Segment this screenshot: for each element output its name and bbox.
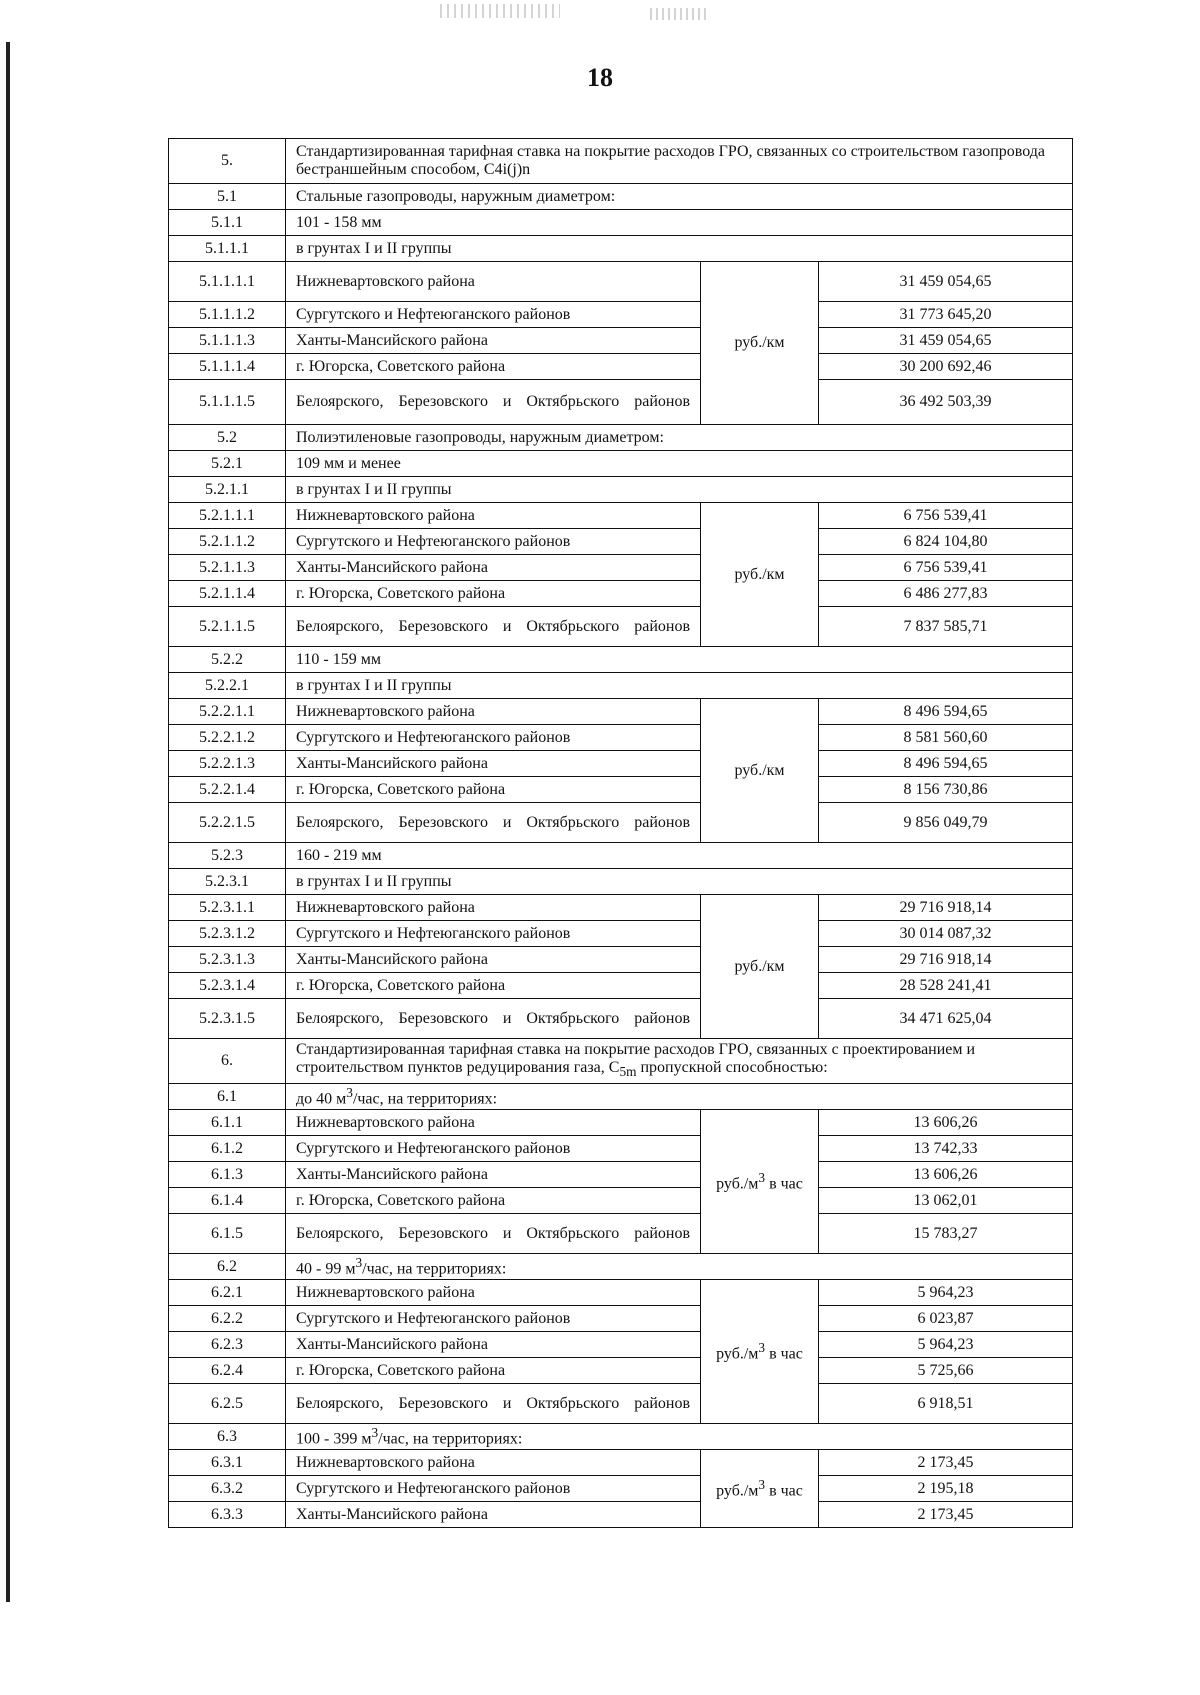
unit-text: в час xyxy=(765,1175,803,1193)
unit-cell: руб./км xyxy=(701,262,819,425)
row-number: 5.1.1.1 xyxy=(169,236,286,262)
row-number: 5.2.1.1.1 xyxy=(169,503,286,529)
row-description: г. Югорска, Советского района xyxy=(286,1358,701,1384)
unit-cell: руб./км xyxy=(701,699,819,843)
row-value: 2 173,45 xyxy=(819,1502,1073,1528)
row-number: 5.1.1.1.2 xyxy=(169,302,286,328)
table-row xyxy=(169,1358,1073,1384)
row-number: 5.1.1.1.4 xyxy=(169,354,286,380)
row-number: 5.2.2.1.2 xyxy=(169,725,286,751)
desc-superscript: 3 xyxy=(371,1425,379,1441)
row-description: Ханты-Мансийского района xyxy=(286,1502,701,1528)
table-row xyxy=(169,529,1073,555)
row-number: 6.3.1 xyxy=(169,1450,286,1476)
row-value: 8 581 560,60 xyxy=(819,725,1073,751)
row-description: в грунтах I и II группы xyxy=(286,236,1073,262)
row-description: Ханты-Мансийского района xyxy=(286,555,701,581)
row-number: 5. xyxy=(169,139,286,184)
row-description: 160 - 219 мм xyxy=(286,843,1073,869)
row-description: Нижневартовского района xyxy=(286,503,701,529)
row-value: 6 756 539,41 xyxy=(819,503,1073,529)
row-number: 5.2.3 xyxy=(169,843,286,869)
table-row xyxy=(169,1214,1073,1254)
table-row xyxy=(169,947,1073,973)
row-description: Ханты-Мансийского района xyxy=(286,1162,701,1188)
row-description: Сургутского и Нефтеюганского районов xyxy=(286,1306,701,1332)
table-row xyxy=(169,751,1073,777)
row-value: 28 528 241,41 xyxy=(819,973,1073,999)
row-value: 29 716 918,14 xyxy=(819,947,1073,973)
table-row xyxy=(169,210,1073,236)
unit-superscript: 3 xyxy=(758,1477,766,1493)
row-description: Белоярского, Березовского и Октябрьского районов xyxy=(286,803,701,843)
row-description: Полиэтиленовые газопроводы, наружным диаметром: xyxy=(286,425,1073,451)
table-row xyxy=(169,699,1073,725)
row-value: 6 918,51 xyxy=(819,1384,1073,1424)
row-number: 5.2.1.1.4 xyxy=(169,581,286,607)
table-row xyxy=(169,1162,1073,1188)
row-description: Сургутского и Нефтеюганского районов xyxy=(286,529,701,555)
row-description: г. Югорска, Советского района xyxy=(286,777,701,803)
row-value: 31 459 054,65 xyxy=(819,262,1073,302)
table-row xyxy=(169,1136,1073,1162)
row-number: 6.3 xyxy=(169,1424,286,1450)
table-row xyxy=(169,673,1073,699)
table-row xyxy=(169,581,1073,607)
row-number: 5.2.1.1.3 xyxy=(169,555,286,581)
scan-noise-mark xyxy=(440,4,560,18)
row-description: Ханты-Мансийского района xyxy=(286,947,701,973)
row-description: в грунтах I и II группы xyxy=(286,673,1073,699)
row-description: Сургутского и Нефтеюганского районов xyxy=(286,921,701,947)
row-description: Нижневартовского района xyxy=(286,1450,701,1476)
row-description: в грунтах I и II группы xyxy=(286,869,1073,895)
row-number: 6.3.2 xyxy=(169,1476,286,1502)
row-number: 5.2.3.1.4 xyxy=(169,973,286,999)
row-description: Белоярского, Березовского и Октябрьского районов xyxy=(286,607,701,647)
row-description: Нижневартовского района xyxy=(286,1110,701,1136)
row-value: 30 014 087,32 xyxy=(819,921,1073,947)
row-number: 5.1.1 xyxy=(169,210,286,236)
row-description: Ханты-Мансийского района xyxy=(286,328,701,354)
row-description: Нижневартовского района xyxy=(286,895,701,921)
unit-text: руб./м xyxy=(716,1175,759,1193)
desc-text: /час, на территориях: xyxy=(378,1430,523,1448)
row-description: Стальные газопроводы, наружным диаметром: xyxy=(286,184,1073,210)
table-row xyxy=(169,777,1073,803)
desc-text: /час, на территориях: xyxy=(352,1090,498,1108)
row-description xyxy=(286,1039,1073,1084)
desc-superscript: 3 xyxy=(346,1085,353,1101)
row-value: 6 824 104,80 xyxy=(819,529,1073,555)
table-row xyxy=(169,425,1073,451)
unit-superscript: 3 xyxy=(758,1340,766,1356)
table-row xyxy=(169,921,1073,947)
desc-subscript: 5m xyxy=(619,1064,637,1080)
row-number: 5.1.1.1.3 xyxy=(169,328,286,354)
table-row xyxy=(169,1384,1073,1424)
table-row xyxy=(169,1084,1073,1110)
row-number: 6.1.4 xyxy=(169,1188,286,1214)
table-row xyxy=(169,1254,1073,1280)
table-row xyxy=(169,843,1073,869)
table-row xyxy=(169,803,1073,843)
row-value: 15 783,27 xyxy=(819,1214,1073,1254)
table-row xyxy=(169,1039,1073,1084)
unit-text: руб./м xyxy=(716,1482,759,1500)
row-value: 13 606,26 xyxy=(819,1162,1073,1188)
table-row xyxy=(169,1188,1073,1214)
row-description: г. Югорска, Советского района xyxy=(286,581,701,607)
row-description: г. Югорска, Советского района xyxy=(286,973,701,999)
row-description: 110 - 159 мм xyxy=(286,647,1073,673)
row-number: 5.2.2.1.3 xyxy=(169,751,286,777)
row-value: 13 062,01 xyxy=(819,1188,1073,1214)
row-value: 8 496 594,65 xyxy=(819,699,1073,725)
table-row xyxy=(169,1332,1073,1358)
row-number: 5.2.1.1.5 xyxy=(169,607,286,647)
table-row xyxy=(169,1110,1073,1136)
desc-text: пропускной способностью: xyxy=(636,1058,828,1076)
row-description xyxy=(286,1254,1073,1280)
row-number: 6.3.3 xyxy=(169,1502,286,1528)
unit-cell xyxy=(701,1280,819,1424)
row-value: 29 716 918,14 xyxy=(819,895,1073,921)
row-number: 6.2.2 xyxy=(169,1306,286,1332)
row-value: 8 496 594,65 xyxy=(819,751,1073,777)
row-value: 13 742,33 xyxy=(819,1136,1073,1162)
table-row xyxy=(169,725,1073,751)
row-value: 9 856 049,79 xyxy=(819,803,1073,843)
row-number: 5.2.1.1.2 xyxy=(169,529,286,555)
desc-text: до 40 м xyxy=(296,1090,347,1108)
row-number: 5.2.1 xyxy=(169,451,286,477)
unit-cell: руб./км xyxy=(701,895,819,1039)
tariff-table xyxy=(168,138,1073,1528)
row-value: 8 156 730,86 xyxy=(819,777,1073,803)
row-number: 6.2.5 xyxy=(169,1384,286,1424)
table-row xyxy=(169,503,1073,529)
row-number: 6.2.1 xyxy=(169,1280,286,1306)
table-row xyxy=(169,262,1073,302)
row-value: 36 492 503,39 xyxy=(819,380,1073,425)
table-row xyxy=(169,139,1073,184)
row-number: 5.1 xyxy=(169,184,286,210)
row-number: 5.2 xyxy=(169,425,286,451)
row-number: 5.2.3.1 xyxy=(169,869,286,895)
row-value: 7 837 585,71 xyxy=(819,607,1073,647)
table-row xyxy=(169,1306,1073,1332)
table-row xyxy=(169,451,1073,477)
desc-text: 100 - 399 м xyxy=(296,1430,372,1448)
table-row xyxy=(169,1450,1073,1476)
row-description: Сургутского и Нефтеюганского районов xyxy=(286,1136,701,1162)
row-description: в грунтах I и II группы xyxy=(286,477,1073,503)
row-value: 6 756 539,41 xyxy=(819,555,1073,581)
row-number: 5.2.2 xyxy=(169,647,286,673)
unit-text: руб./м xyxy=(716,1345,759,1363)
table-row xyxy=(169,1280,1073,1306)
row-number: 6.2 xyxy=(169,1254,286,1280)
row-number: 5.2.2.1.1 xyxy=(169,699,286,725)
row-value: 31 459 054,65 xyxy=(819,328,1073,354)
desc-text: 40 - 99 м xyxy=(296,1260,356,1278)
row-number: 5.2.3.1.1 xyxy=(169,895,286,921)
table-row xyxy=(169,328,1073,354)
row-number: 5.2.3.1.5 xyxy=(169,999,286,1039)
row-description: Сургутского и Нефтеюганского районов xyxy=(286,725,701,751)
row-description: Белоярского, Березовского и Октябрьского районов xyxy=(286,999,701,1039)
row-description: Стандартизированная тарифная ставка на покрытие расходов ГРО, связанных со строительством газопровода бестраншейным способом, C4i(j)n xyxy=(286,139,1073,184)
row-value: 2 195,18 xyxy=(819,1476,1073,1502)
table-row xyxy=(169,999,1073,1039)
row-description: Нижневартовского района xyxy=(286,262,701,302)
row-value: 5 725,66 xyxy=(819,1358,1073,1384)
table-row xyxy=(169,1502,1073,1528)
row-description: Сургутского и Нефтеюганского районов xyxy=(286,302,701,328)
row-number: 6. xyxy=(169,1039,286,1084)
table-row xyxy=(169,607,1073,647)
table-row xyxy=(169,236,1073,262)
row-number: 6.1.1 xyxy=(169,1110,286,1136)
row-description: Ханты-Мансийского района xyxy=(286,1332,701,1358)
desc-text: /час, на территориях: xyxy=(362,1260,507,1278)
row-number: 6.2.3 xyxy=(169,1332,286,1358)
unit-text: в час xyxy=(765,1345,803,1363)
row-number: 5.1.1.1.1 xyxy=(169,262,286,302)
unit-superscript: 3 xyxy=(758,1170,766,1186)
row-description: Белоярского, Березовского и Октябрьского районов xyxy=(286,1384,701,1424)
unit-cell: руб./км xyxy=(701,503,819,647)
row-number: 5.2.3.1.2 xyxy=(169,921,286,947)
unit-text: в час xyxy=(765,1482,803,1500)
scan-margin-bar xyxy=(6,42,10,1602)
row-number: 6.2.4 xyxy=(169,1358,286,1384)
row-value: 13 606,26 xyxy=(819,1110,1073,1136)
row-number: 5.2.3.1.3 xyxy=(169,947,286,973)
table-row xyxy=(169,302,1073,328)
table-row xyxy=(169,647,1073,673)
row-value: 31 773 645,20 xyxy=(819,302,1073,328)
table-row xyxy=(169,477,1073,503)
unit-cell xyxy=(701,1450,819,1528)
row-description: Белоярского, Березовского и Октябрьского районов xyxy=(286,1214,701,1254)
table-row xyxy=(169,973,1073,999)
table-row xyxy=(169,184,1073,210)
row-number: 5.2.2.1.4 xyxy=(169,777,286,803)
row-description: Нижневартовского района xyxy=(286,699,701,725)
row-description: Нижневартовского района xyxy=(286,1280,701,1306)
row-value: 34 471 625,04 xyxy=(819,999,1073,1039)
desc-text: Стандартизированная тарифная ставка на покрытие расходов ГРО, связанных с проектированием и строительством пунктов редуцирования газа, C xyxy=(296,1040,976,1076)
table-row xyxy=(169,1476,1073,1502)
row-number: 6.1.2 xyxy=(169,1136,286,1162)
row-number: 5.1.1.1.5 xyxy=(169,380,286,425)
row-description: г. Югорска, Советского района xyxy=(286,354,701,380)
row-number: 5.2.2.1 xyxy=(169,673,286,699)
table-row xyxy=(169,380,1073,425)
unit-cell xyxy=(701,1110,819,1254)
row-number: 6.1.5 xyxy=(169,1214,286,1254)
row-description: Белоярского, Березовского и Октябрьского районов xyxy=(286,380,701,425)
row-number: 6.1 xyxy=(169,1084,286,1110)
row-number: 5.2.1.1 xyxy=(169,477,286,503)
scan-noise-mark xyxy=(650,8,710,20)
row-description: Ханты-Мансийского района xyxy=(286,751,701,777)
row-description xyxy=(286,1424,1073,1450)
row-value: 6 486 277,83 xyxy=(819,581,1073,607)
row-description: 109 мм и менее xyxy=(286,451,1073,477)
row-value: 5 964,23 xyxy=(819,1332,1073,1358)
row-value: 2 173,45 xyxy=(819,1450,1073,1476)
table-row xyxy=(169,354,1073,380)
table-row xyxy=(169,555,1073,581)
row-value: 5 964,23 xyxy=(819,1280,1073,1306)
row-value: 6 023,87 xyxy=(819,1306,1073,1332)
desc-superscript: 3 xyxy=(355,1255,363,1271)
table-row xyxy=(169,869,1073,895)
table-row xyxy=(169,895,1073,921)
row-number: 6.1.3 xyxy=(169,1162,286,1188)
table-row xyxy=(169,1424,1073,1450)
page-number: 18 xyxy=(587,63,613,92)
row-number: 5.2.2.1.5 xyxy=(169,803,286,843)
row-value: 30 200 692,46 xyxy=(819,354,1073,380)
row-description: Сургутского и Нефтеюганского районов xyxy=(286,1476,701,1502)
row-description: г. Югорска, Советского района xyxy=(286,1188,701,1214)
row-description: 101 - 158 мм xyxy=(286,210,1073,236)
row-description xyxy=(286,1084,1073,1110)
